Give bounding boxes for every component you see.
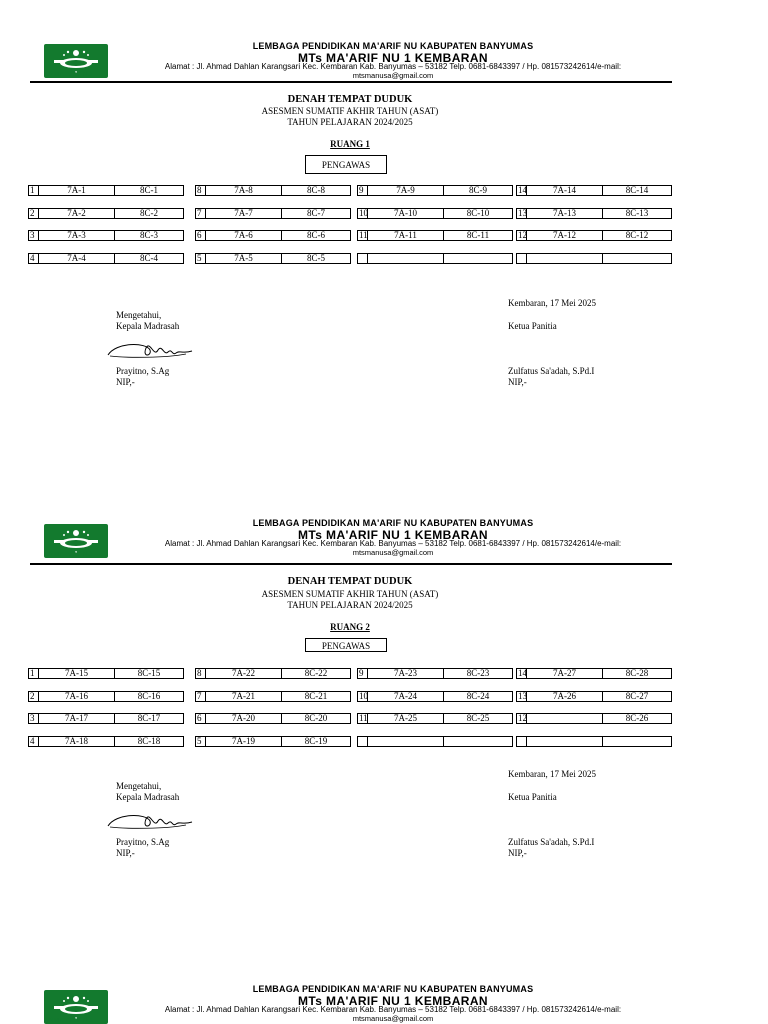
ketua-title: Ketua Panitia [508,792,557,802]
seat-number: 11 [359,230,368,240]
seat-number: 12 [518,713,527,723]
seat-number: 10 [359,207,368,218]
seat-number: 14 [518,668,527,678]
seat-group [516,713,672,724]
seat-number: 7 [196,209,206,218]
seat-group [357,253,513,264]
seat-group [195,230,351,241]
kepala-nip: NIP,- [116,848,135,858]
seat-8c: 8C-9 [469,185,487,195]
seat-7a: 7A-12 [527,231,603,240]
seat-group [195,691,351,702]
seat-group [357,230,513,241]
seat-group [516,253,672,264]
seat-7a [368,254,444,263]
seat-8c: 8C-6 [307,230,325,240]
seat-group [28,208,184,219]
ketua-name: Zulfatus Sa'adah, S.Pd.I [508,366,595,376]
seat-number: 1 [29,186,39,195]
seat-number [517,737,527,746]
seat-number: 6 [196,231,206,240]
seat-8c: 8C-8 [307,185,325,195]
seat-8c: 8C-16 [137,690,161,701]
kepala-title: Kepala Madrasah [116,792,180,802]
seat-number: 2 [29,209,39,218]
seat-group [195,668,351,679]
seat-8c: 8C-5 [307,252,325,263]
seat-number [358,737,368,746]
seat-7a: 7A-22 [206,669,282,678]
seat-8c: 8C-24 [466,690,490,701]
seat-number: 10 [359,690,368,701]
seat-7a: 7A-26 [527,692,603,701]
seat-7a: 7A-14 [527,186,603,195]
seat-7a: 7A-23 [368,669,444,678]
seat-group [28,253,184,264]
seat-7a: 7A-25 [368,714,444,723]
seat-group [28,668,184,679]
seat-8c: 8C-4 [140,252,158,263]
address: Alamat : Jl. Ahmad Dahlan Karangsari Kec. Kembaran Kab. Banyumas – 53182 Telp. 0681-6843397 / Hp. 081573242614/e-mail: [164,62,622,71]
seat-group [516,230,672,241]
seat-7a: 7A-9 [368,186,444,195]
seat-number: 5 [196,737,206,746]
seat-number: 6 [196,714,206,723]
seat-7a: 7A-2 [39,209,115,218]
seat-7a: 7A-1 [39,186,115,195]
seat-7a [527,254,603,263]
seat-7a [527,714,603,723]
seat-number: 7 [196,692,206,701]
school-name: MTs MA'ARIF NU 1 KEMBARAN [298,51,488,65]
email: mtsmanusa@gmail.com [352,71,434,80]
kepala-nip: NIP,- [116,377,135,387]
seat-number: 14 [518,185,527,195]
seat-7a: 7A-27 [527,669,603,678]
seat-number: 1 [29,669,39,678]
seat-group [516,736,672,747]
seat-8c [603,737,671,746]
signature [106,809,196,835]
school-name: MTs MA'ARIF NU 1 KEMBARAN [298,528,488,542]
seat-number: 4 [29,737,39,746]
header-rule [30,563,672,565]
seat-7a: 7A-11 [368,231,444,240]
seat-group [195,713,351,724]
sign-date: Kembaran, 17 Mei 2025 [508,298,596,308]
seat-8c: 8C-17 [137,713,161,723]
seat-number: 11 [359,713,368,723]
seat-7a: 7A-15 [39,669,115,678]
seat-group [28,713,184,724]
logo-caption: LP MA'ARIF NU [44,71,93,78]
seat-7a: 7A-19 [206,737,282,746]
logo-caption: LP MA'ARIF NU [44,1017,93,1024]
seat-8c: 8C-21 [304,690,328,701]
seat-number [358,254,368,263]
seat-group [28,736,184,747]
seat-group [357,668,513,679]
seat-7a: 7A-17 [39,714,115,723]
seat-8c: 8C-12 [625,230,649,240]
seat-8c: 8C-15 [137,668,161,678]
seat-number: 13 [518,690,527,701]
seat-7a: 7A-18 [39,737,115,746]
seat-group [516,185,672,196]
ketua-nip: NIP,- [508,377,527,387]
seat-number: 5 [196,254,206,263]
seat-8c: 8C-28 [625,668,649,678]
seat-number: 8 [196,669,206,678]
doc-year: TAHUN PELAJARAN 2024/2025 [287,117,413,127]
seat-8c: 8C-1 [140,185,158,195]
lembaga-name: LEMBAGA PENDIDIKAN MA'ARIF NU KABUPATEN BANYUMAS [252,518,534,528]
seat-7a: 7A-7 [206,209,282,218]
seat-7a: 7A-21 [206,692,282,701]
doc-title: DENAH TEMPAT DUDUK [287,94,413,105]
seat-8c: 8C-10 [466,207,490,218]
logo-caption: LP MA'ARIF NU [44,551,93,558]
ketua-title: Ketua Panitia [508,321,557,331]
seat-7a: 7A-13 [527,209,603,218]
seat-group [357,736,513,747]
seat-number: 4 [29,254,39,263]
seat-8c: 8C-23 [466,668,490,678]
seat-8c: 8C-3 [140,230,158,240]
seat-number: 8 [196,186,206,195]
ketua-nip: NIP,- [508,848,527,858]
seat-8c [444,737,512,746]
seat-group [357,185,513,196]
seat-group [195,208,351,219]
seat-8c: 8C-2 [140,207,158,218]
ketua-name: Zulfatus Sa'adah, S.Pd.I [508,837,595,847]
seat-group [28,230,184,241]
seat-number: 13 [518,207,527,218]
seat-8c: 8C-22 [304,668,328,678]
doc-title: DENAH TEMPAT DUDUK [287,576,413,587]
seat-8c: 8C-18 [137,735,161,746]
sign-date: Kembaran, 17 Mei 2025 [508,769,596,779]
doc-subtitle: ASESMEN SUMATIF AKHIR TAHUN (ASAT) [261,106,439,116]
seat-7a: 7A-16 [39,692,115,701]
seat-8c: 8C-14 [625,185,649,195]
seat-8c: 8C-7 [307,207,325,218]
seat-number [517,254,527,263]
seat-8c: 8C-27 [625,690,649,701]
email: mtsmanusa@gmail.com [352,548,434,557]
doc-subtitle: ASESMEN SUMATIF AKHIR TAHUN (ASAT) [261,589,439,599]
seat-number: 3 [29,231,39,240]
seat-8c: 8C-20 [304,713,328,723]
address: Alamat : Jl. Ahmad Dahlan Karangsari Kec. Kembaran Kab. Banyumas – 53182 Telp. 0681-6843397 / Hp. 081573242614/e-mail: [164,1005,622,1014]
seat-group [516,668,672,679]
seat-number: 9 [358,669,368,678]
seat-group [195,185,351,196]
seat-7a [368,737,444,746]
seat-7a: 7A-5 [206,254,282,263]
seat-number: 9 [358,186,368,195]
seat-7a: 7A-4 [39,254,115,263]
seat-7a: 7A-6 [206,231,282,240]
seat-7a: 7A-10 [368,209,444,218]
seat-8c: 8C-26 [625,713,649,723]
pengawas-box: PENGAWAS [305,638,387,652]
address: Alamat : Jl. Ahmad Dahlan Karangsari Kec. Kembaran Kab. Banyumas – 53182 Telp. 0681-6843397 / Hp. 081573242614/e-mail: [164,539,622,548]
seat-7a [527,737,603,746]
seat-group [28,691,184,702]
kepala-name: Prayitno, S.Ag [116,837,170,847]
mengetahui: Mengetahui, [116,781,162,791]
seat-number: 3 [29,714,39,723]
seat-group [195,253,351,264]
seat-group [357,713,513,724]
seat-8c: 8C-11 [466,230,490,240]
lembaga-name: LEMBAGA PENDIDIKAN MA'ARIF NU KABUPATEN BANYUMAS [252,41,534,51]
seat-number: 12 [518,230,527,240]
seat-7a: 7A-8 [206,186,282,195]
seat-group [195,736,351,747]
school-name: MTs MA'ARIF NU 1 KEMBARAN [298,994,488,1008]
seat-7a: 7A-20 [206,714,282,723]
kepala-title: Kepala Madrasah [116,321,180,331]
seat-8c: 8C-19 [304,735,328,746]
seat-7a: 7A-3 [39,231,115,240]
seat-group [516,208,672,219]
seat-group [357,208,513,219]
seat-7a: 7A-24 [368,692,444,701]
seat-number: 2 [29,692,39,701]
room-label: RUANG 2 [330,622,370,632]
kepala-name: Prayitno, S.Ag [116,366,170,376]
lembaga-name: LEMBAGA PENDIDIKAN MA'ARIF NU KABUPATEN BANYUMAS [252,984,534,994]
pengawas-box: PENGAWAS [305,155,387,174]
room-label: RUANG 1 [330,139,370,149]
seat-8c [444,254,512,263]
mengetahui: Mengetahui, [116,310,162,320]
email: mtsmanusa@gmail.com [352,1014,434,1023]
seat-8c: 8C-25 [466,713,490,723]
doc-year: TAHUN PELAJARAN 2024/2025 [287,600,413,610]
seat-group [28,185,184,196]
seat-group [357,691,513,702]
seat-8c: 8C-13 [625,207,649,218]
seat-group [516,691,672,702]
seat-8c [603,254,671,263]
